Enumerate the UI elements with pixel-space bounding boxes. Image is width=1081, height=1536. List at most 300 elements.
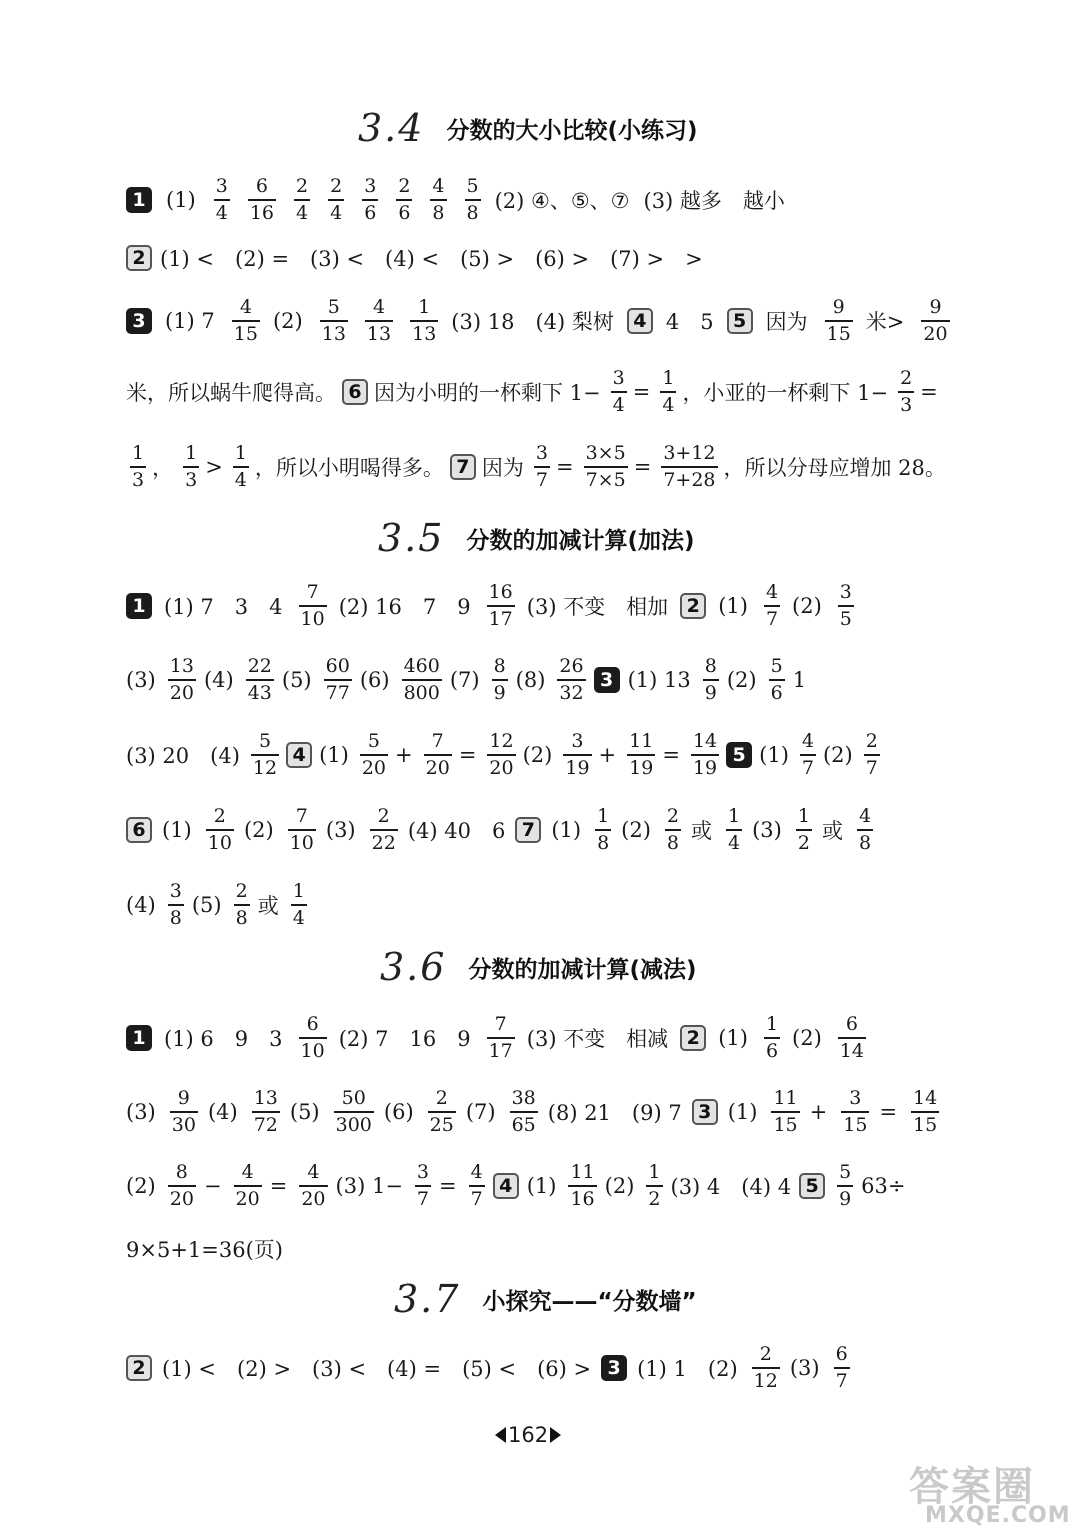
answer-text: =: [633, 455, 652, 479]
answer-text: (1): [551, 818, 582, 842]
numerator: 6: [306, 1013, 319, 1036]
denominator: 19: [565, 756, 590, 779]
fraction: [430, 177, 446, 223]
answer-text: 或: [257, 894, 279, 918]
denominator: 4: [612, 393, 625, 416]
answer-text: (8) 21 (9) 7: [547, 1101, 682, 1125]
numerator: 2: [235, 880, 248, 903]
question-number-badge: 1: [126, 593, 152, 619]
fraction: [510, 1089, 538, 1135]
denominator: 9: [493, 681, 506, 704]
answer-line: [126, 802, 883, 858]
numerator: 5: [367, 730, 380, 753]
fraction: [246, 657, 274, 703]
fraction: [206, 807, 234, 853]
section-number: 3.6: [380, 945, 447, 989]
answer-text: (2): [621, 818, 651, 842]
denominator: 7: [865, 756, 878, 779]
answer-text: (7): [449, 668, 480, 692]
numerator: 8: [175, 1161, 188, 1184]
numerator: 1: [132, 442, 145, 465]
denominator: 3: [132, 468, 145, 491]
numerator: 11: [773, 1087, 798, 1110]
denominator: 22: [371, 831, 396, 854]
fraction: [248, 177, 276, 223]
answer-text: 因为: [765, 310, 808, 334]
denominator: 15: [913, 1113, 938, 1136]
question-number-badge: 6: [126, 817, 152, 843]
numerator: 2: [865, 730, 878, 753]
question-number-badge: 1: [126, 187, 152, 213]
answer-text: (6): [359, 668, 390, 692]
denominator: 6: [770, 681, 783, 704]
denominator: 72: [253, 1113, 278, 1136]
numerator: 6: [255, 175, 268, 198]
answer-text: (2): [792, 594, 822, 618]
answer-text: (3) 不变 相减: [526, 1027, 669, 1051]
answer-line: [126, 578, 866, 634]
numerator: 3: [169, 880, 182, 903]
fraction: [752, 1345, 780, 1391]
numerator: 4: [858, 805, 872, 828]
denominator: 7: [765, 607, 779, 630]
denominator: 20: [361, 756, 387, 779]
answer-line: [126, 727, 887, 783]
fraction: [921, 298, 949, 344]
answer-text: (2): [522, 743, 553, 767]
fraction: [288, 807, 316, 853]
answer-line: [126, 293, 963, 349]
answer-text: (1) < (2) = (3) < (4) < (5) > (6) > (7) > >: [160, 247, 703, 271]
answer-text: ，小亚的一杯剩下 1−: [682, 381, 889, 405]
numerator: 6: [835, 1343, 848, 1366]
denominator: 30: [171, 1113, 196, 1136]
numerator: 3: [849, 1087, 862, 1110]
answer-text: (2): [726, 668, 757, 692]
numerator: 3: [535, 442, 548, 465]
numerator: 1: [765, 1013, 779, 1036]
answer-text: (2): [792, 1026, 822, 1050]
numerator: 1: [662, 367, 675, 390]
denominator: 20: [235, 1187, 260, 1210]
fraction: [841, 1089, 869, 1135]
fraction: [771, 1089, 799, 1135]
fraction: [214, 177, 230, 223]
answer-text: (1) 7: [165, 309, 215, 333]
denominator: 19: [629, 756, 654, 779]
answer-text: =: [555, 455, 574, 479]
denominator: 16: [570, 1187, 595, 1210]
fraction: [584, 444, 628, 490]
denominator: 20: [169, 1187, 194, 1210]
question-number-badge: 6: [342, 379, 368, 405]
right-triangle-icon: [550, 1427, 561, 1443]
denominator: 17: [488, 607, 513, 630]
denominator: 16: [249, 201, 275, 224]
left-triangle-icon: [495, 1427, 506, 1443]
denominator: 6: [364, 201, 377, 224]
denominator: 4: [330, 201, 343, 224]
answer-line: [126, 877, 315, 933]
section-heading-3-7: [394, 1277, 697, 1321]
fraction: [360, 732, 388, 778]
denominator: 12: [753, 1369, 778, 1392]
answer-text: (4): [203, 668, 234, 692]
answer-text: =: [632, 380, 651, 404]
answer-text: (7): [465, 1100, 496, 1124]
answer-text: (2): [604, 1174, 635, 1198]
answer-text: 或: [691, 819, 713, 843]
numerator: 4: [801, 730, 814, 753]
answer-line: [126, 364, 944, 420]
denominator: 4: [292, 906, 305, 929]
numerator: 3: [612, 367, 625, 390]
numerator: 5: [839, 1161, 852, 1184]
answer-line: [126, 1158, 914, 1214]
denominator: 8: [235, 906, 248, 929]
question-number-badge: 3: [601, 1355, 627, 1381]
denominator: 12: [252, 756, 278, 779]
numerator: 4: [239, 296, 252, 319]
denominator: 8: [666, 831, 680, 854]
section-title: 分数的加减计算(加法): [466, 527, 695, 554]
fraction: [646, 1163, 662, 1209]
denominator: 4: [234, 468, 247, 491]
fraction: [183, 444, 199, 490]
answer-text: +: [809, 1100, 828, 1124]
denominator: 13: [321, 322, 346, 345]
numerator: 9: [832, 296, 845, 319]
section-heading-3-4: [358, 106, 697, 150]
fraction: [563, 732, 591, 778]
numerator: 1: [185, 442, 198, 465]
numerator: 3: [571, 730, 584, 753]
numerator: 4: [470, 1161, 483, 1184]
numerator: 14: [692, 730, 718, 753]
denominator: 15: [233, 322, 258, 345]
denominator: 25: [429, 1113, 454, 1136]
fraction: [299, 1163, 327, 1209]
denominator: 10: [300, 1039, 325, 1062]
answer-text: (4): [126, 893, 156, 917]
fraction: [232, 298, 260, 344]
fraction: [595, 807, 611, 853]
numerator: 11: [629, 730, 654, 753]
fraction: [568, 1163, 596, 1209]
denominator: 7+28: [663, 468, 716, 491]
question-number-badge: 3: [126, 308, 152, 334]
answer-text: 或: [821, 819, 843, 843]
answer-text: 因为小明的一杯剩下 1−: [374, 381, 601, 405]
answer-text: (3) 1−: [335, 1174, 403, 1198]
denominator: 77: [325, 681, 350, 704]
watermark: [905, 1455, 1075, 1531]
denominator: 4: [728, 831, 741, 854]
section-title: 分数的大小比较(小练习): [446, 117, 698, 144]
answer-text: (3): [752, 818, 782, 842]
answer-line: [126, 439, 952, 495]
question-number-badge: 3: [594, 667, 620, 693]
question-number-badge: 7: [450, 454, 476, 480]
fraction: [660, 369, 676, 415]
fraction: [898, 369, 914, 415]
fraction: [130, 444, 146, 490]
denominator: 8: [597, 831, 610, 854]
numerator: 4: [307, 1161, 320, 1184]
answer-text: 4 5: [665, 310, 714, 334]
answer-text: (2): [126, 1174, 156, 1198]
numerator: 22: [247, 655, 272, 678]
fraction: [402, 657, 442, 703]
numerator: 2: [296, 175, 309, 198]
answer-text: 米，所以蜗牛爬得高。: [126, 381, 336, 405]
fraction: [825, 298, 853, 344]
answer-text: (3) 18 (4) 梨树: [451, 310, 614, 334]
question-number-badge: 5: [727, 308, 753, 334]
numerator: 7: [431, 730, 444, 753]
fraction: [324, 657, 352, 703]
numerator: 13: [253, 1087, 278, 1110]
fraction: [168, 657, 196, 703]
numerator: 16: [488, 581, 513, 604]
denominator: 7: [470, 1187, 483, 1210]
denominator: 8: [169, 906, 182, 929]
fraction: [362, 177, 378, 223]
answer-text: =: [879, 1100, 898, 1124]
answer-text: =: [269, 1174, 288, 1198]
answer-text: ，所以分母应增加 28。: [723, 456, 946, 480]
answer-text: (4) 40 6: [407, 819, 506, 843]
fraction: [911, 1089, 939, 1135]
question-number-badge: 2: [126, 245, 152, 271]
question-number-badge: 5: [799, 1173, 825, 1199]
numerator: 2: [398, 175, 411, 198]
answer-text: (3): [126, 1100, 156, 1124]
fraction: [796, 807, 812, 853]
fraction: [703, 657, 719, 703]
denominator: 17: [488, 1039, 513, 1062]
answer-text: =: [439, 1174, 457, 1198]
question-number-badge: 4: [286, 742, 312, 768]
numerator: 8: [704, 655, 717, 678]
answer-text: =: [662, 743, 680, 767]
denominator: 20: [425, 756, 450, 779]
numerator: 4: [765, 581, 779, 604]
numerator: 5: [466, 175, 479, 198]
answer-text: (2): [243, 818, 274, 842]
fraction: [168, 1163, 196, 1209]
question-number-badge: 7: [515, 817, 541, 843]
answer-text: −: [203, 1174, 222, 1198]
answer-text: (1) 6 9 3: [164, 1027, 283, 1051]
fraction: [627, 732, 655, 778]
fraction: [320, 298, 348, 344]
fraction: [410, 298, 438, 344]
answer-text: (1): [759, 743, 789, 767]
numerator: 9: [929, 296, 942, 319]
numerator: 7: [494, 1013, 507, 1036]
answer-text: (5): [289, 1100, 320, 1124]
fraction: [370, 807, 398, 853]
question-number-badge: 4: [493, 1173, 519, 1199]
denominator: 7: [835, 1369, 848, 1392]
denominator: 10: [289, 831, 314, 854]
answer-text: +: [395, 743, 413, 767]
watermark-bottom: MXQE.COM: [925, 1503, 1071, 1528]
denominator: 4: [296, 201, 309, 224]
answer-text: (3) 不变 相加: [526, 595, 669, 619]
numerator: 7: [295, 805, 308, 828]
numerator: 1: [648, 1161, 661, 1184]
answer-text: >: [205, 455, 223, 479]
answer-text: (1) 1 (2): [637, 1357, 738, 1381]
fraction: [251, 732, 279, 778]
fraction: [469, 1163, 485, 1209]
section-number: 3.4: [358, 106, 425, 150]
numerator: 4: [241, 1161, 254, 1184]
answer-text: (5): [191, 893, 222, 917]
numerator: 2: [666, 805, 680, 828]
numerator: 3: [839, 581, 852, 604]
numerator: 2: [377, 805, 390, 828]
denominator: 43: [247, 681, 272, 704]
answer-text: (3): [325, 818, 356, 842]
denominator: 300: [335, 1113, 372, 1136]
numerator: 11: [570, 1161, 595, 1184]
denominator: 10: [207, 831, 232, 854]
fraction: [838, 1015, 866, 1061]
numerator: 50: [341, 1087, 366, 1110]
question-number-badge: 2: [680, 593, 706, 619]
section-title: 小探究——“分数墙”: [482, 1288, 697, 1315]
fraction: [396, 177, 412, 223]
fraction: [294, 177, 310, 223]
numerator: 4: [432, 175, 445, 198]
numerator: 14: [913, 1087, 938, 1110]
fraction: [665, 807, 681, 853]
question-number-badge: 2: [680, 1025, 706, 1051]
denominator: 8: [466, 201, 479, 224]
denominator: 4: [662, 393, 675, 416]
denominator: 4: [215, 201, 228, 224]
denominator: 15: [843, 1113, 868, 1136]
numerator: 6: [845, 1013, 858, 1036]
answer-line: [126, 1010, 878, 1066]
question-number-badge: 5: [726, 742, 752, 768]
numerator: 3: [215, 175, 228, 198]
numerator: 2: [435, 1087, 448, 1110]
question-number-badge: 3: [692, 1099, 718, 1125]
fraction: [415, 1163, 431, 1209]
answer-text: (1): [166, 188, 196, 212]
answer-text: =: [920, 380, 938, 404]
fraction: [299, 1015, 327, 1061]
answer-text: +: [598, 743, 617, 767]
numerator: 1: [234, 442, 247, 465]
numerator: 2: [900, 367, 913, 390]
denominator: 20: [489, 756, 514, 779]
section-title: 分数的加减计算(减法): [468, 956, 697, 983]
fraction: [299, 583, 327, 629]
denominator: 3: [185, 468, 198, 491]
numerator: 2: [330, 175, 343, 198]
fraction: [857, 807, 873, 853]
answer-text: (1): [319, 743, 349, 767]
numerator: 1: [728, 805, 741, 828]
fraction: [487, 732, 515, 778]
page-number: [495, 1423, 561, 1447]
answer-line: [126, 652, 814, 708]
denominator: 15: [826, 322, 851, 345]
denominator: 2: [797, 831, 810, 854]
numerator: 3: [364, 175, 377, 198]
denominator: 65: [511, 1113, 536, 1136]
fraction: [726, 807, 742, 853]
fraction: [170, 1089, 198, 1135]
denominator: 8: [432, 201, 445, 224]
numerator: 1: [292, 880, 305, 903]
denominator: 7: [416, 1187, 430, 1210]
question-number-badge: 4: [627, 308, 653, 334]
denominator: 2: [648, 1187, 661, 1210]
numerator: 4: [372, 296, 386, 319]
fraction: [838, 583, 854, 629]
denominator: 800: [403, 681, 440, 704]
denominator: 20: [923, 322, 948, 345]
fraction: [864, 732, 880, 778]
numerator: 8: [493, 655, 506, 678]
answer-text: (1) 7 3 4: [164, 595, 283, 619]
numerator: 7: [306, 581, 319, 604]
fraction: [168, 882, 184, 928]
numerator: 60: [325, 655, 350, 678]
fraction: [424, 732, 452, 778]
answer-text: (1) < (2) > (3) < (4) = (5) < (6) >: [162, 1357, 592, 1381]
answer-text: (1): [718, 1026, 748, 1050]
denominator: 13: [366, 322, 392, 345]
answer-text: (5): [281, 668, 312, 692]
answer-text: (3): [789, 1356, 820, 1380]
fraction: [800, 732, 816, 778]
fraction: [234, 882, 250, 928]
numerator: 38: [511, 1087, 536, 1110]
numerator: 5: [327, 296, 340, 319]
answer-text: (3): [126, 668, 156, 692]
numerator: 12: [489, 730, 514, 753]
answer-text: (2) 16 7 9: [338, 595, 471, 619]
answer-text: =: [458, 743, 477, 767]
denominator: 10: [300, 607, 325, 630]
answer-text: (6): [383, 1100, 414, 1124]
answer-text: (1): [727, 1100, 758, 1124]
fraction: [334, 1089, 374, 1135]
watermark-top: 答案圈: [909, 1464, 1035, 1510]
page-number-text: 162: [508, 1423, 549, 1447]
fraction: [252, 1089, 280, 1135]
answer-line: [126, 240, 711, 276]
numerator: 3×5: [585, 442, 626, 465]
denominator: 6: [398, 201, 411, 224]
fraction: [691, 732, 719, 778]
answer-line: [126, 172, 799, 228]
denominator: 14: [839, 1039, 864, 1062]
answer-text: (3) 4 (4) 4: [670, 1175, 792, 1199]
answer-text: (3) 越多 越小: [643, 189, 785, 213]
denominator: 9: [839, 1187, 852, 1210]
fraction: [834, 1345, 850, 1391]
answer-text: 9×5+1=36(页): [126, 1238, 283, 1262]
numerator: 1: [418, 296, 431, 319]
